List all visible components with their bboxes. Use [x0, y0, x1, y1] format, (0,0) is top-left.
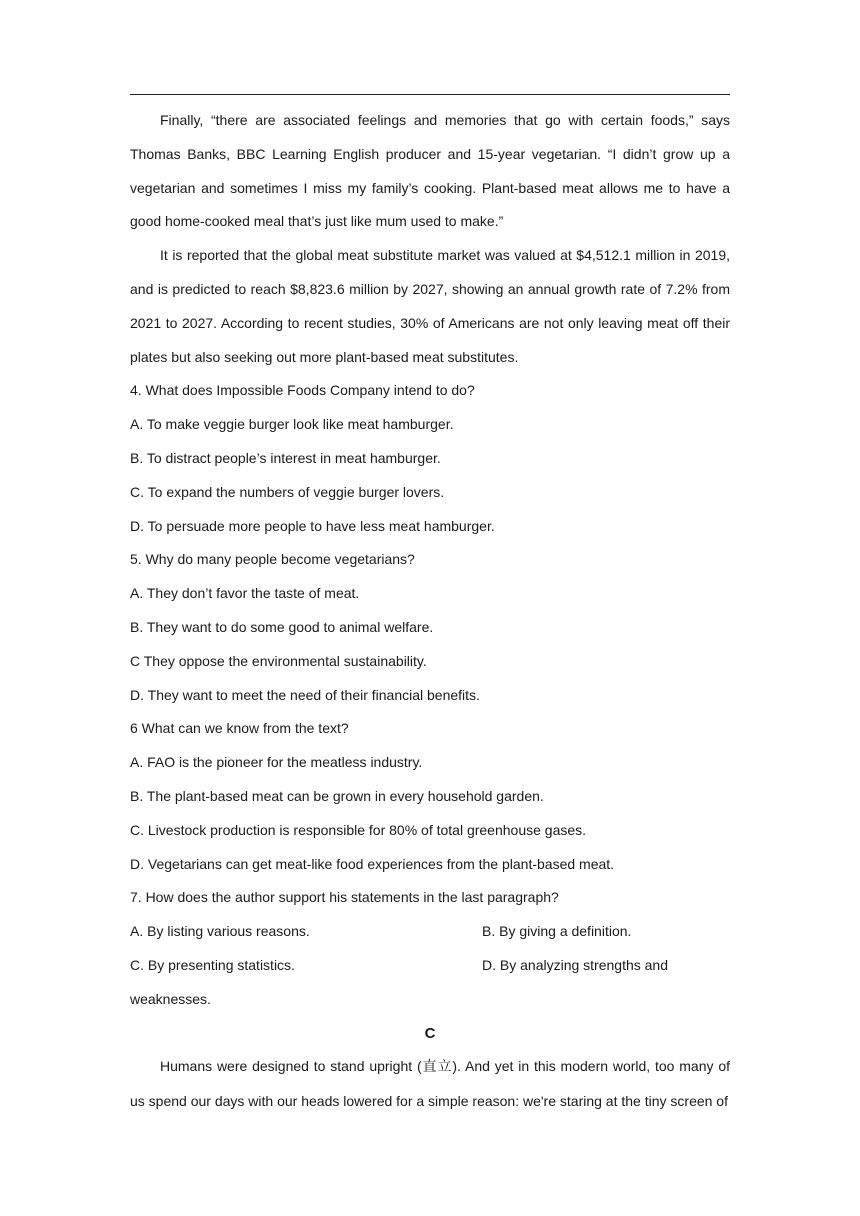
- answer-option: A. To make veggie burger look like meat hamburger.: [130, 416, 454, 433]
- question-stem: 6 What can we know from the text?: [130, 720, 349, 737]
- answer-option: B. They want to do some good to animal welfare.: [130, 618, 434, 635]
- answer-option-row: [130, 949, 730, 983]
- question-stem: 7. How does the author support his statements in the last paragraph?: [130, 889, 559, 906]
- section-heading: C: [424, 1024, 436, 1042]
- passage-paragraph: Finally, “there are associated feelings and memories that go with certain foods,” says Thomas Banks, BBC Learning English producer and 15-year vegetarian. “I didn’t grow up a vegetarian and sometimes I miss my family’s cooking. Plant-based meat allows me to have a good home-cooked meal that’s just like mum used to make.”: [130, 112, 730, 230]
- answer-option-row: [130, 915, 730, 949]
- answer-option: C. Livestock production is responsible for 80% of total greenhouse gases.: [130, 821, 587, 838]
- chinese-gloss: 直立: [421, 1059, 453, 1076]
- answer-option: A. By listing various reasons.: [130, 923, 310, 940]
- answer-option: B. By giving a definition.: [482, 923, 632, 940]
- question-stem: 4. What does Impossible Foods Company intend to do?: [130, 382, 475, 399]
- answer-option: C They oppose the environmental sustainability.: [130, 652, 427, 669]
- paragraph-text: ). And yet in this modern world, too many of us spend our days with our heads lowered for a simple reason: we're staring at the tiny screen of: [130, 1058, 730, 1110]
- answer-option: C. By presenting statistics.: [130, 956, 295, 973]
- answer-option: D. By analyzing strengths and: [482, 956, 668, 973]
- answer-option: D. To persuade more people to have less meat hamburger.: [130, 517, 495, 534]
- answer-option: D. Vegetarians can get meat-like food experiences from the plant-based meat.: [130, 855, 615, 872]
- answer-option: A. FAO is the pioneer for the meatless industry.: [130, 754, 423, 771]
- answer-option: A. They don’t favor the taste of meat.: [130, 585, 360, 602]
- passage-paragraph: [130, 1050, 730, 1119]
- header-rule: [130, 94, 730, 95]
- answer-option: B. To distract people’s interest in meat hamburger.: [130, 449, 441, 466]
- paragraph-text: Humans were designed to stand upright (: [160, 1058, 422, 1075]
- passage-paragraph: It is reported that the global meat substitute market was valued at $4,512.1 million in 2019, and is predicted to reach $8,823.6 million by 2027, showing an annual growth rate of 7.2% from 2021 to 2027. According to recent studies, 30% of Americans are not only leaving meat off their plates but also seeking out more plant-based meat substitutes.: [130, 247, 730, 365]
- question-stem: 5. Why do many people become vegetarians?: [130, 551, 415, 568]
- page-content: [130, 104, 730, 1119]
- answer-option-continuation: weaknesses.: [130, 990, 211, 1007]
- answer-option: C. To expand the numbers of veggie burger lovers.: [130, 483, 445, 500]
- answer-option: D. They want to meet the need of their financial benefits.: [130, 686, 480, 703]
- answer-option: B. The plant-based meat can be grown in every household garden.: [130, 787, 544, 804]
